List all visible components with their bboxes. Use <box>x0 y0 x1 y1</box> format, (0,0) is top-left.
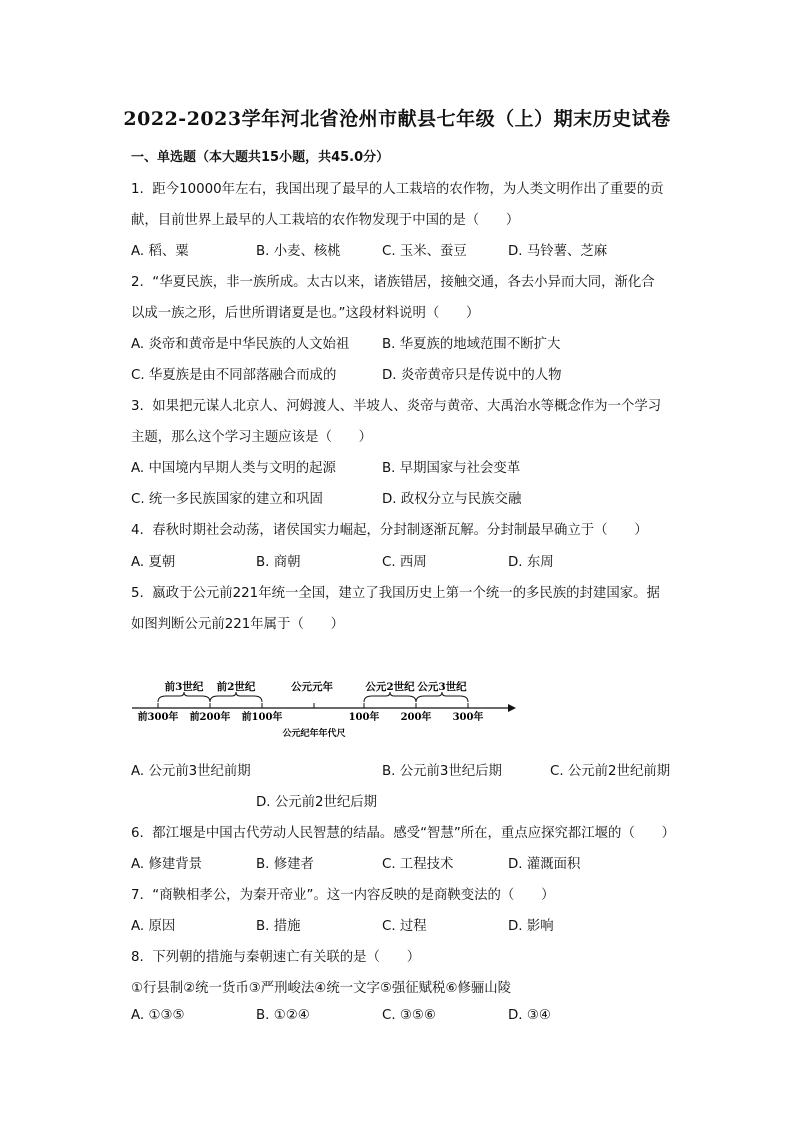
timeline-figure <box>128 670 528 750</box>
question-5-stem-line-2: 如图判断公元前221年属于（ ） <box>131 617 345 632</box>
question-6-stem-line-1 <box>131 822 675 841</box>
q3-option-a[interactable]: A. 中国境内早期人类与文明的起源 <box>131 461 336 476</box>
question-3-stem-line-1 <box>131 395 661 414</box>
exam-title: 2022-2023学年河北省沧州市献县七年级（上）期末历史试卷 <box>123 108 671 130</box>
q3-option-b[interactable]: B. 早期国家与社会变革 <box>382 461 521 476</box>
q8-option-a[interactable]: A. ①③⑤ <box>131 1008 185 1023</box>
timeline-lower-label: 前300年 <box>137 712 179 723</box>
q8-option-d[interactable]: D. ③④ <box>508 1008 551 1023</box>
timeline-upper-label: 公元2世纪 <box>365 681 415 693</box>
q6-option-a[interactable]: A. 修建背景 <box>131 857 202 872</box>
question-1-stem-line-2: 献，目前世界上最早的人工栽培的农作物发现于中国的是（ ） <box>131 213 520 228</box>
q4-option-d[interactable]: D. 东周 <box>508 555 554 570</box>
question-text: “华夏民族，非一族所成。太古以来，诸族错居，接触交通，各去小异而大同，渐化合 <box>152 275 655 290</box>
timeline-upper-label: 前3世纪 <box>164 681 204 693</box>
q3-option-d[interactable]: D. 政权分立与民族交融 <box>382 492 522 507</box>
q8-option-c[interactable]: C. ③⑤⑥ <box>382 1008 436 1023</box>
question-number: 7. <box>131 888 144 903</box>
brace-ad2 <box>364 692 416 702</box>
q2-option-d[interactable]: D. 炎帝黄帝只是传说中的人物 <box>382 368 562 383</box>
question-4-stem-line-1 <box>131 519 648 538</box>
q5-option-d[interactable]: D. 公元前2世纪后期 <box>256 795 378 810</box>
timeline-lower-label: 前200年 <box>189 712 231 723</box>
timeline-lower-label: 200年 <box>400 712 432 723</box>
question-number: 1. <box>131 182 144 197</box>
q5-option-b[interactable]: B. 公元前3世纪后期 <box>382 764 502 779</box>
q7-option-d[interactable]: D. 影响 <box>508 919 554 934</box>
timeline-caption: 公元纪年年代尺 <box>282 729 346 739</box>
q3-option-c[interactable]: C. 统一多民族国家的建立和巩固 <box>131 492 323 507</box>
question-2-stem-line-1 <box>131 271 655 290</box>
question-number: 4. <box>131 523 144 538</box>
brace-ad3 <box>416 692 468 702</box>
q1-option-c[interactable]: C. 玉米、蚕豆 <box>382 244 467 259</box>
brace-bc2 <box>210 692 262 702</box>
q2-option-c[interactable]: C. 华夏族是由不同部落融合而成的 <box>131 368 337 383</box>
q2-option-b[interactable]: B. 华夏族的地域范围不断扩大 <box>382 337 561 352</box>
q7-option-c[interactable]: C. 过程 <box>382 919 427 934</box>
q4-option-b[interactable]: B. 商朝 <box>256 555 301 570</box>
question-text: 距今10000年左右，我国出现了最早的人工栽培的农作物，为人类文明作出了重要的贡 <box>152 182 664 197</box>
q2-option-a[interactable]: A. 炎帝和黄帝是中华民族的人文始祖 <box>131 337 350 352</box>
q5-option-a[interactable]: A. 公元前3世纪前期 <box>131 764 251 779</box>
question-text: 春秋时期社会动荡，诸侯国实力崛起，分封制逐渐瓦解。分封制最早确立于（ ） <box>152 523 648 538</box>
q7-option-a[interactable]: A. 原因 <box>131 919 176 934</box>
q4-option-a[interactable]: A. 夏朝 <box>131 555 176 570</box>
question-text: 都江堰是中国古代劳动人民智慧的结晶。感受“智慧”所在，重点应探究都江堰的（ ） <box>152 826 676 841</box>
q8-option-b[interactable]: B. ①②④ <box>256 1008 310 1023</box>
question-text: 如果把元谋人北京人、河姆渡人、半坡人、炎帝与黄帝、大禹治水等概念作为一个学习 <box>152 399 662 414</box>
timeline-upper-label: 公元元年 <box>291 681 333 693</box>
q1-option-a[interactable]: A. 稻、粟 <box>131 244 189 259</box>
q4-option-c[interactable]: C. 西周 <box>382 555 427 570</box>
brace-bc3 <box>158 692 210 702</box>
q5-option-c[interactable]: C. 公元前2世纪前期 <box>550 764 671 779</box>
question-text: 嬴政于公元前221年统一全国，建立了我国历史上第一个统一的多民族的封建国家。据 <box>152 586 660 601</box>
section-heading: 一、单选题（本大题共15小题，共45.0分） <box>131 150 390 165</box>
question-2-stem-line-2: 以成一族之形，后世所谓诸夏是也。”这段材料说明（ ） <box>131 306 480 321</box>
q1-option-d[interactable]: D. 马铃薯、芝麻 <box>508 244 608 259</box>
question-8-stem-line-2: ①行县制②统一货币③严刑峻法④统一文字⑤强征赋税⑥修骊山陵 <box>131 981 512 996</box>
timeline-lower-label: 前100年 <box>241 712 283 723</box>
question-text: “商鞅相孝公，为秦开帝业”。这一内容反映的是商鞅变法的（ ） <box>152 888 555 903</box>
question-7-stem-line-1 <box>131 884 555 903</box>
question-3-stem-line-2: 主题，那么这个学习主题应该是（ ） <box>131 430 373 445</box>
timeline-arrow-icon <box>508 704 516 712</box>
question-number: 5. <box>131 586 144 601</box>
question-number: 6. <box>131 826 144 841</box>
timeline-upper-label: 前2世纪 <box>216 681 256 693</box>
q1-option-b[interactable]: B. 小麦、核桃 <box>256 244 341 259</box>
question-1-stem-line-1 <box>131 178 664 197</box>
question-5-stem-line-1 <box>131 582 660 601</box>
q6-option-d[interactable]: D. 灌溉面积 <box>508 857 581 872</box>
timeline-upper-label: 公元3世纪 <box>417 681 467 693</box>
question-number: 8. <box>131 950 144 965</box>
question-number: 2. <box>131 275 144 290</box>
q7-option-b[interactable]: B. 措施 <box>256 919 301 934</box>
question-8-stem-line-1 <box>131 946 420 965</box>
question-text: 下列朝的措施与秦朝速亡有关联的是（ ） <box>152 950 421 965</box>
timeline-lower-label: 300年 <box>452 712 484 723</box>
q6-option-c[interactable]: C. 工程技术 <box>382 857 454 872</box>
question-number: 3. <box>131 399 144 414</box>
q6-option-b[interactable]: B. 修建者 <box>256 857 314 872</box>
timeline-lower-label: 100年 <box>348 712 380 723</box>
